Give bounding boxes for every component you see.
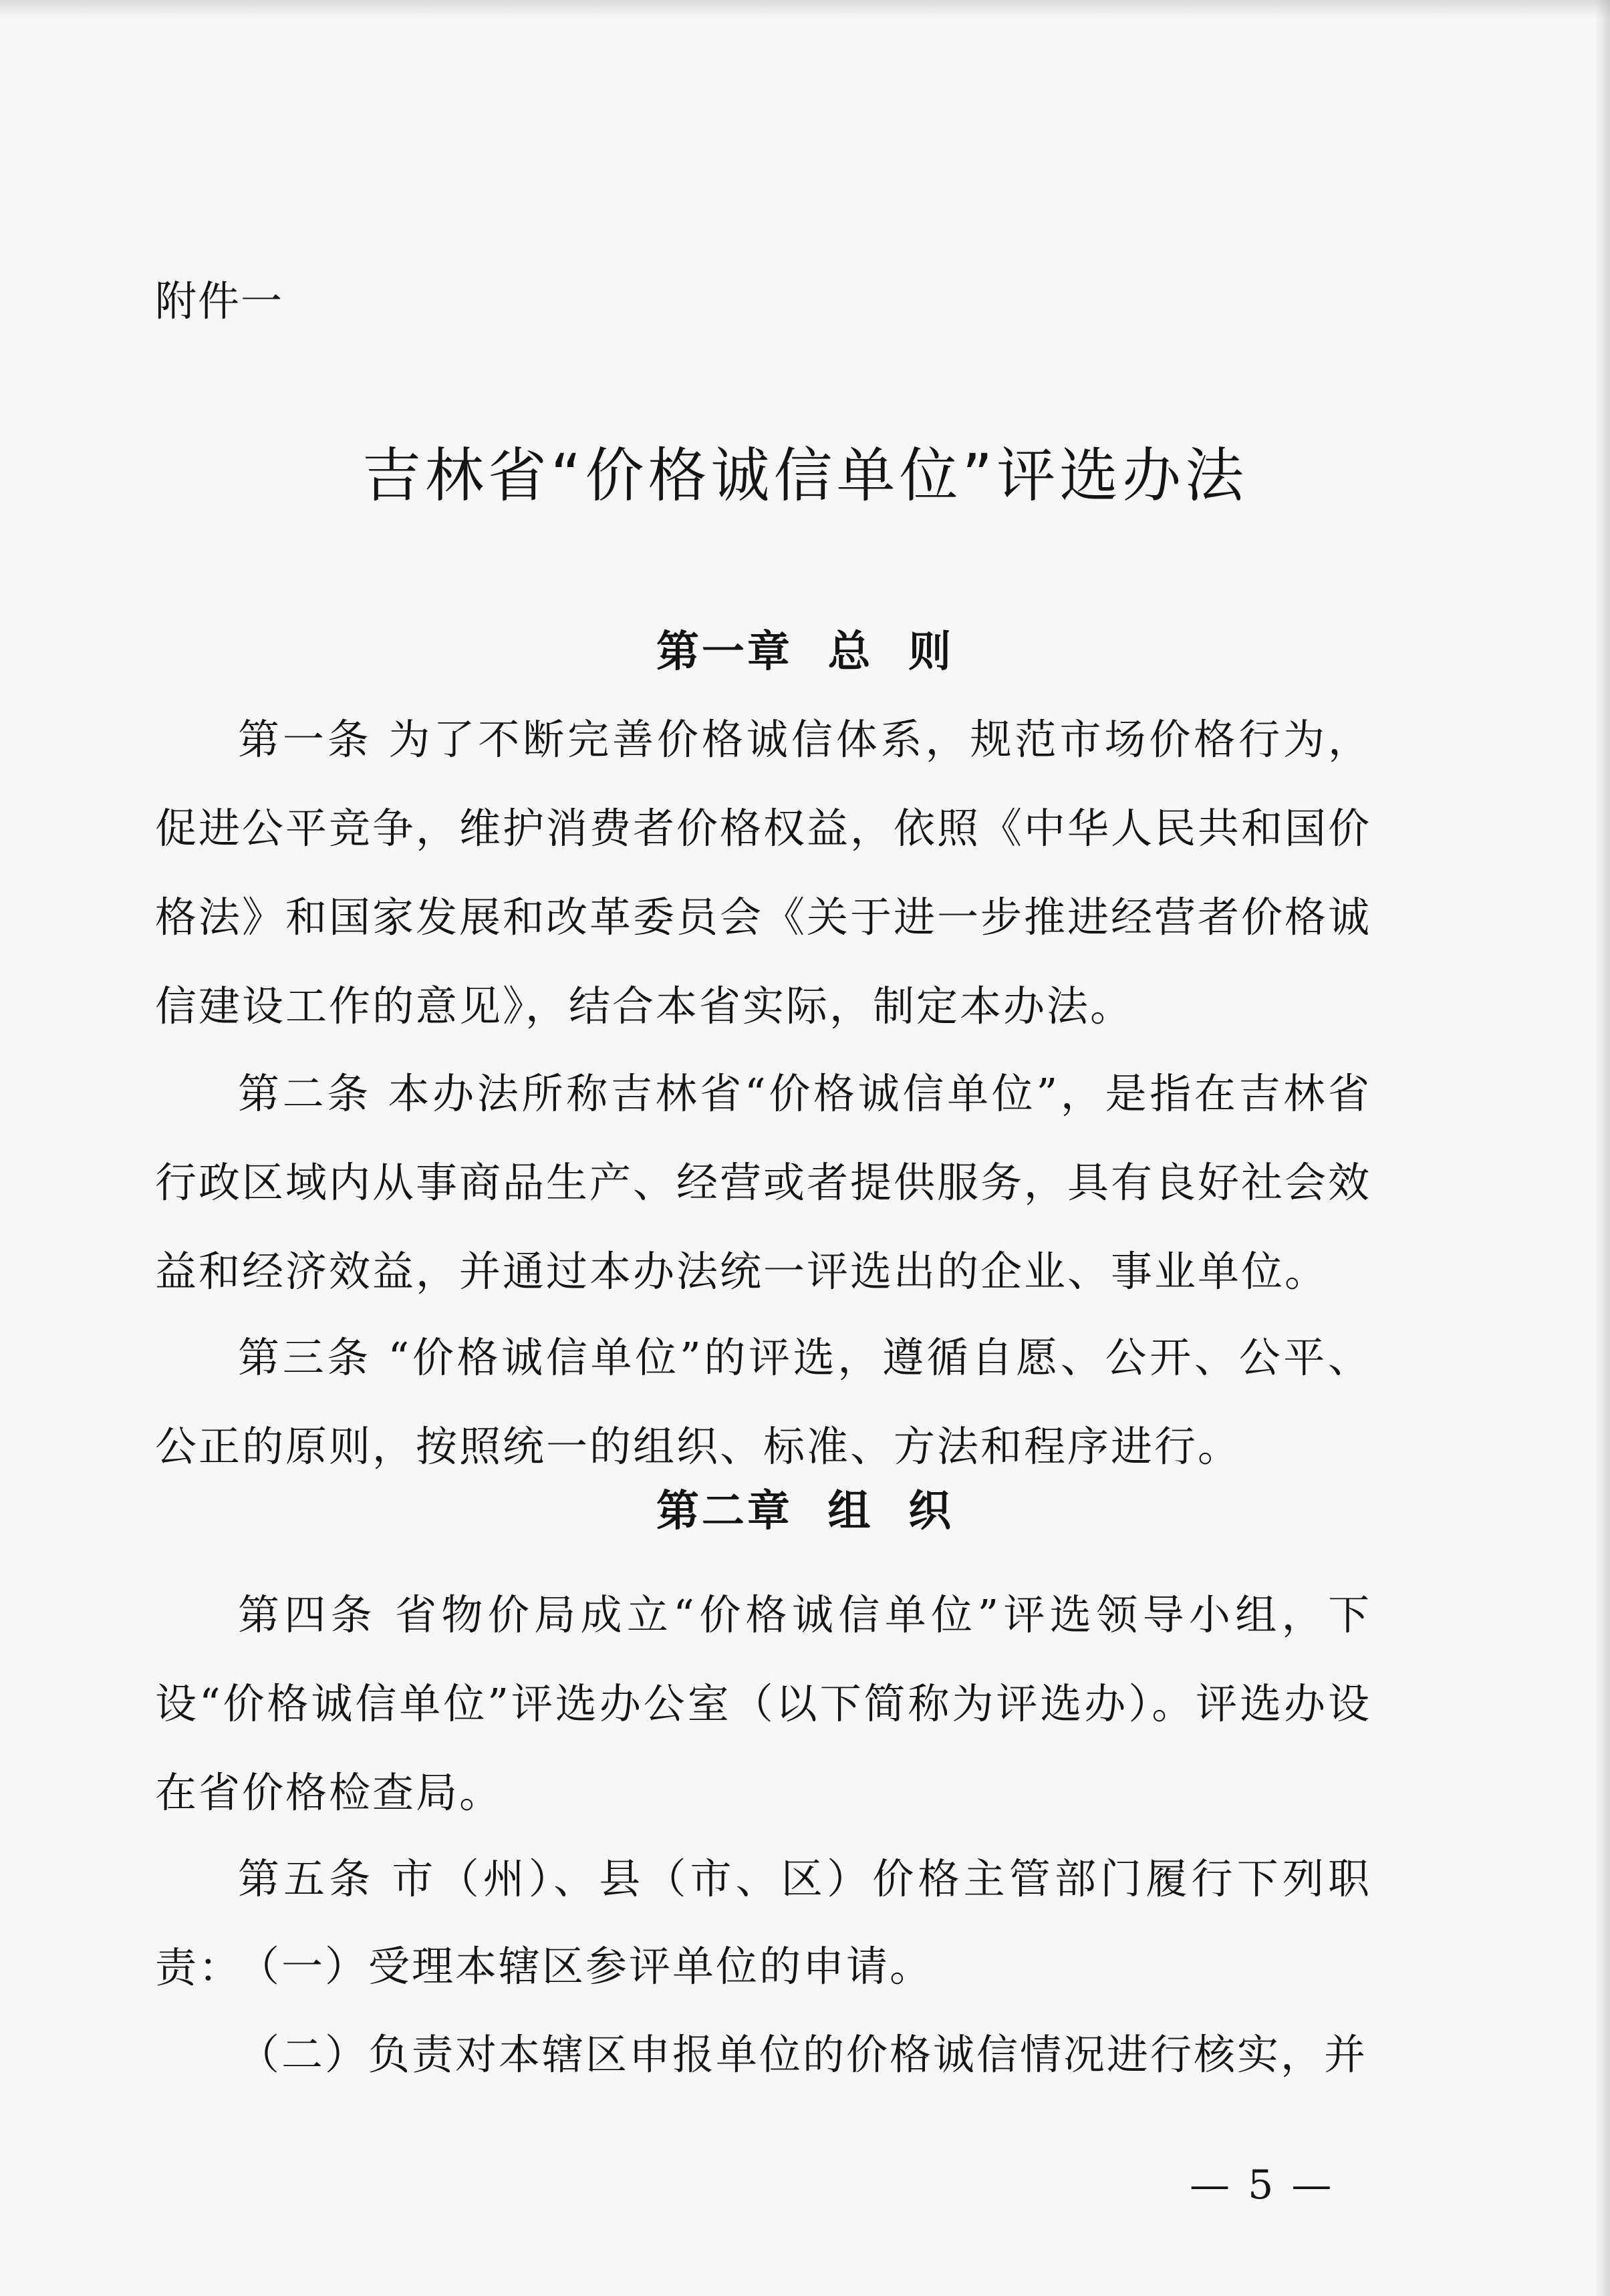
chapter-heading-2: 第二章 组 织 [656,1487,954,1536]
chapter-heading-1: 第一章 总 则 [656,627,954,677]
article-5-item-1: （一）受理本辖区参评单位的申请。 [238,1942,934,1991]
scan-edge-right [1595,0,1610,2296]
article-1: 第一条 为了不断完善价格诚信体系，规范市场价格行为，促进公平竞争，维护消费者价格权益，依照《中华人民共和国价格法》和国家发展和改革委员会《关于进一步推进经营者价格诚信建设工作的意见》，结合本省实际，制定本办法。 [155,715,1372,1030]
page-number: — 5 — [1190,2162,1335,2208]
article-4: 第四条 省物价局成立“价格诚信单位”评选领导小组，下设“价格诚信单位”评选办公室（以下简称为评选办）。评选办设在省价格检查局。 [155,1590,1371,1817]
scan-edge-top [0,0,1610,19]
attachment-label: 附件一 [155,277,284,325]
article-3: 第三条 “价格诚信单位”的评选，遵循自愿、公开、公平、公正的原则，按照统一的组织、标准、方法和程序进行。 [155,1333,1371,1471]
article-2: 第二条 本办法所称吉林省“价格诚信单位”，是指在吉林省行政区域内从事商品生产、经营或者提供服务，具有良好社会效益和经济效益，并通过本办法统一评选出的企业、事业单位。 [155,1069,1372,1296]
document-title: 吉林省“价格诚信单位”评选办法 [362,441,1248,510]
article-5-item-2: （二）负责对本辖区申报单位的价格诚信情况进行核实，并 [238,2030,1368,2079]
article-5: 第五条 市（州）、县（市、区）价格主管部门履行下列职责： [155,1854,1371,1992]
